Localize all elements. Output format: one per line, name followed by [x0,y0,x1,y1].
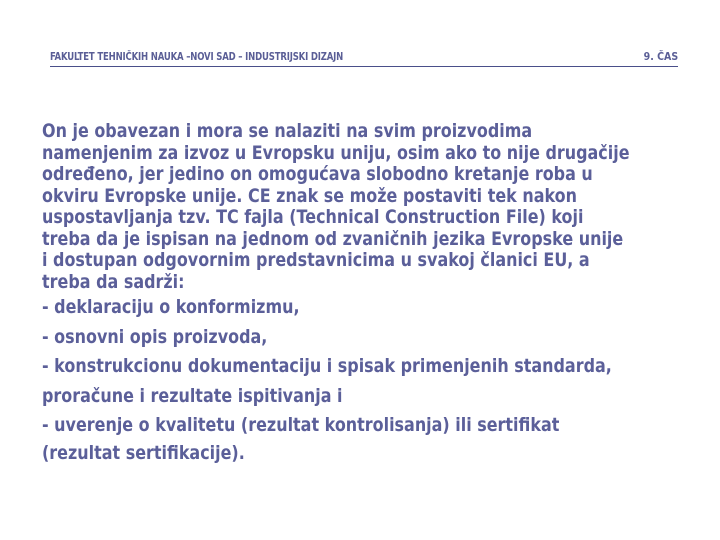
list-item: - konstrukcionu dokumentaciju i spisak primenjenih standarda, [42,355,612,377]
list-item: proračune i rezultate ispitivanja i [42,384,343,407]
requirements-list [42,293,702,465]
list-item: (rezultat sertifikacije). [42,441,245,464]
body-line: On je obavezan i mora se nalaziti na svim proizvodima [42,120,533,142]
body-line: treba da je ispisan na jednom od zvaničnih jezika Evropske unije [42,227,624,250]
lesson-number: 9. ČAS [643,50,678,63]
course-title: FAKULTET TEHNIČKIH NAUKA –NOVI SAD – INDUSTRIJSKI DIZAJN [50,50,344,63]
list-item: - uverenje o kvalitetu (rezultat kontrolisanja) ili sertifikat [42,414,560,436]
list-item: - osnovni opis proizvoda, [42,325,268,348]
body-line: određeno, jer jedino on omogućava slobodno kretanje roba u [42,163,593,185]
body-line: namenjenim za izvoz u Evropsku uniju, osim ako to nije drugačije [42,141,630,164]
body-line: treba da sadrži: [42,270,185,293]
slide-body [42,121,702,465]
body-paragraph [42,121,702,293]
body-line: i dostupan odgovornim predstavnicima u svakoj članici EU, a [42,249,590,271]
body-line: okviru Evropske unije. CE znak se može postaviti tek nakon [42,184,577,207]
list-item: - deklaraciju o konformizmu, [42,296,300,318]
body-line: uspostavljanja tzv. TC fajla (Technical Construction File) koji [42,206,584,228]
slide-header [50,46,678,67]
